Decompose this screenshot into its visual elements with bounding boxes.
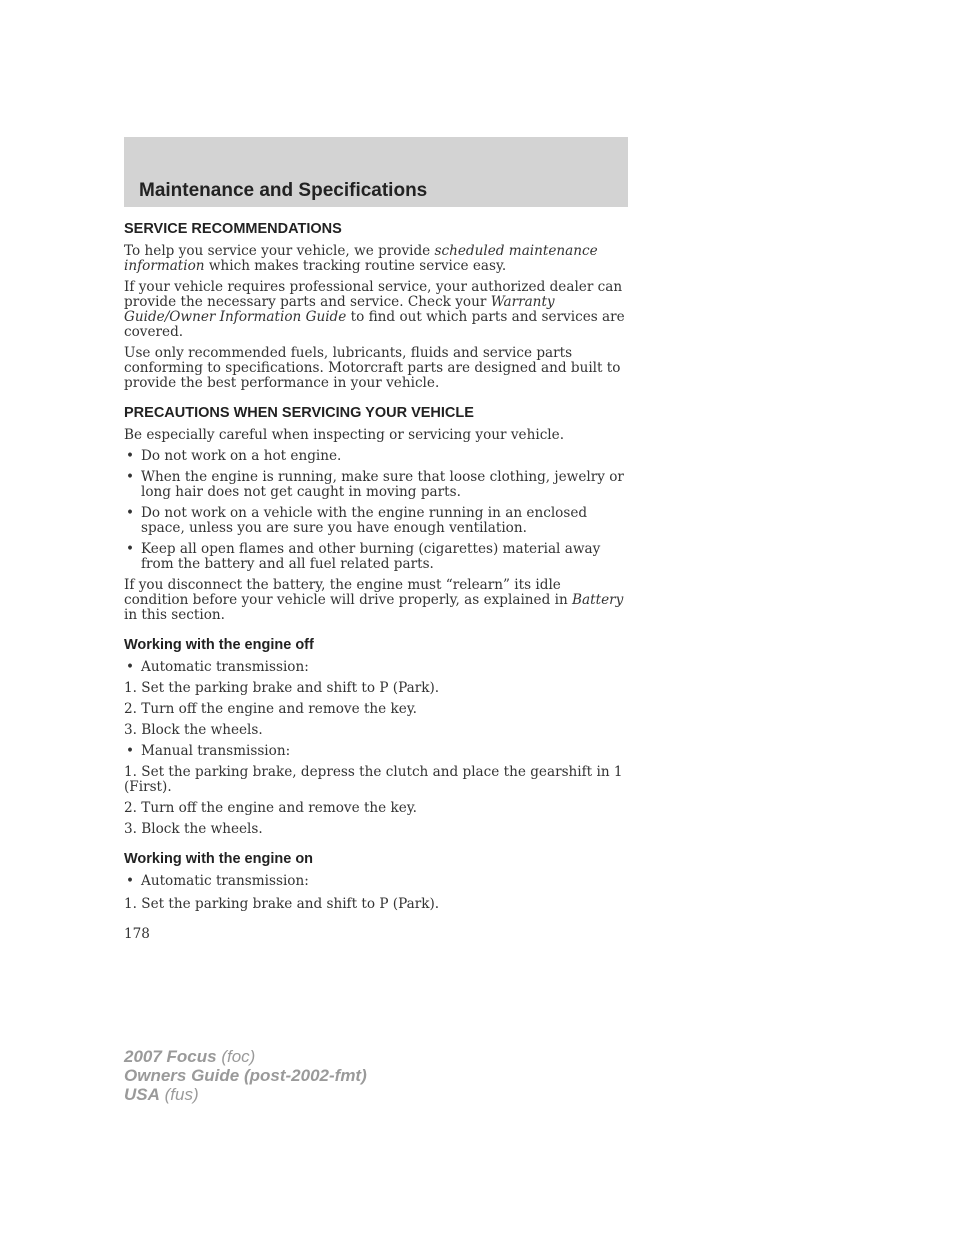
engine-off-manual-step-3: 3. Block the wheels. [124, 821, 263, 837]
footer-line-2 [124, 1066, 367, 1085]
list-item: • Do not work on a hot engine. [124, 449, 628, 464]
footer-guide-type: Owners Guide (post-2002-fmt) [124, 1066, 367, 1085]
battery-emphasis: Battery [572, 592, 624, 608]
precautions-list [124, 449, 628, 572]
list-item: • Keep all open flames and other burning (cigarettes) material away from the battery and all fuel related parts. [124, 542, 628, 572]
service-p1-text-a: To help you service your vehicle, we provide [124, 243, 435, 259]
battery-text-b: in this section. [124, 607, 225, 623]
engine-off-manual-step-1: 1. Set the parking brake, depress the clutch and place the gearshift in 1 (First). [124, 764, 623, 795]
engine-off-auto-step-2: 2. Turn off the engine and remove the key. [124, 701, 418, 717]
footer-line-3 [124, 1085, 367, 1104]
footer-model: 2007 Focus [124, 1047, 217, 1066]
list-item: • Automatic transmission: [124, 660, 628, 675]
battery-paragraph [124, 578, 628, 623]
service-p2-text-b: to find out which parts and services are covered. [124, 309, 625, 340]
list-item: • Do not work on a vehicle with the engine running in an enclosed space, unless you are sure you have enough ventilation. [124, 506, 628, 536]
list-item: • Automatic transmission: [124, 874, 628, 889]
service-paragraph-2 [124, 280, 628, 340]
engine-off-auto-step-3: 3. Block the wheels. [124, 722, 263, 738]
engine-on-auto-bullet [124, 874, 628, 889]
engine-off-heading: Working with the engine off [124, 637, 314, 653]
section-header-band [124, 137, 628, 207]
footer-market: USA [124, 1085, 160, 1104]
footer-market-code: (fus) [159, 1085, 199, 1104]
service-p1-text-b: which makes tracking routine service easy. [204, 258, 507, 274]
document-footer [124, 1047, 367, 1104]
page-number: 178 [124, 926, 150, 942]
list-item: • Manual transmission: [124, 744, 628, 759]
service-p2-text-a: If your vehicle requires professional service, your authorized dealer can provide the necessary parts and service. Check your [124, 279, 623, 310]
precautions-heading: PRECAUTIONS WHEN SERVICING YOUR VEHICLE [124, 405, 474, 421]
engine-off-auto-step-1: 1. Set the parking brake and shift to P (Park). [124, 680, 440, 696]
service-paragraph-3: Use only recommended fuels, lubricants, fluids and service parts conforming to specifications. Motorcraft parts are designed and built to provide the best performance in your vehicle. [124, 345, 621, 391]
precautions-intro: Be especially careful when inspecting or servicing your vehicle. [124, 427, 565, 443]
page-content [124, 221, 628, 912]
footer-line-1 [124, 1047, 367, 1066]
service-recommendations-heading: SERVICE RECOMMENDATIONS [124, 221, 342, 237]
engine-off-manual-bullet [124, 744, 628, 759]
list-item: • When the engine is running, make sure that loose clothing, jewelry or long hair does not get caught in moving parts. [124, 470, 628, 500]
service-paragraph-1 [124, 244, 628, 274]
engine-on-heading: Working with the engine on [124, 851, 314, 867]
footer-model-code: (foc) [216, 1047, 256, 1066]
page-title: Maintenance and Specifications [139, 180, 428, 201]
engine-on-step-1: 1. Set the parking brake and shift to P (Park). [124, 896, 440, 912]
service-p1-emphasis: scheduled maintenance information [124, 243, 598, 274]
service-p2-emphasis: Warranty Guide/Owner Information Guide [124, 294, 555, 325]
battery-text-a: If you disconnect the battery, the engine must “relearn” its idle condition before your vehicle will drive properly, as explained in [124, 577, 573, 608]
engine-off-manual-step-2: 2. Turn off the engine and remove the key. [124, 800, 418, 816]
engine-off-auto-bullet [124, 660, 628, 675]
